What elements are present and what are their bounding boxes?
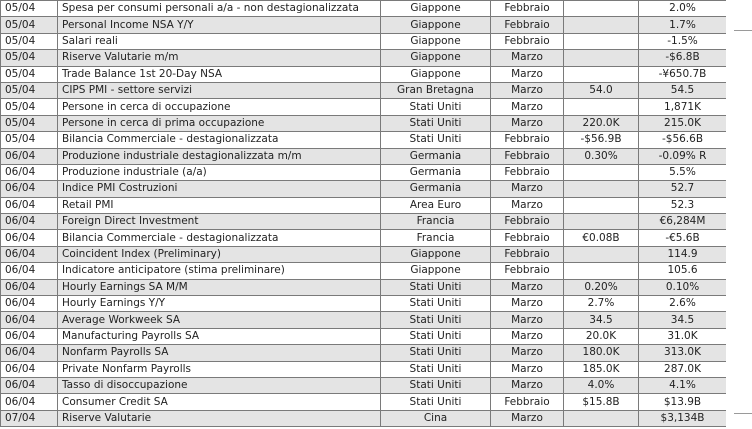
row-period: Marzo <box>491 377 564 393</box>
row-actual: -$56.6B <box>639 132 727 148</box>
row-period: Febbraio <box>491 394 564 410</box>
row-previous: 180.0K <box>564 345 639 361</box>
row-country: Stati Uniti <box>381 99 491 115</box>
row-country: Stati Uniti <box>381 115 491 131</box>
row-event: Private Nonfarm Payrolls <box>58 361 381 377</box>
row-date: 06/04 <box>1 394 58 410</box>
row-date: 05/04 <box>1 33 58 49</box>
row-date: 05/04 <box>1 82 58 98</box>
row-country: Germania <box>381 164 491 180</box>
table-row <box>1 17 727 33</box>
row-country: Gran Bretagna <box>381 82 491 98</box>
row-period: Marzo <box>491 66 564 82</box>
row-country: Francia <box>381 214 491 230</box>
table-row <box>1 394 727 410</box>
row-event: Salari reali <box>58 33 381 49</box>
row-previous: -$56.9B <box>564 132 639 148</box>
row-period: Marzo <box>491 82 564 98</box>
row-previous <box>564 66 639 82</box>
row-actual: 105.6 <box>639 263 727 279</box>
table-row <box>1 99 727 115</box>
table-row <box>1 82 727 98</box>
row-country: Cina <box>381 410 491 426</box>
row-actual: 114.9 <box>639 246 727 262</box>
row-event: Retail PMI <box>58 197 381 213</box>
row-event: Nonfarm Payrolls SA <box>58 345 381 361</box>
row-previous: 20.0K <box>564 328 639 344</box>
row-period: Marzo <box>491 361 564 377</box>
row-event: Bilancia Commerciale - destagionalizzata <box>58 230 381 246</box>
table-row <box>1 148 727 164</box>
row-date: 06/04 <box>1 361 58 377</box>
table-row <box>1 164 727 180</box>
table-row <box>1 66 727 82</box>
row-previous <box>564 50 639 66</box>
row-event: Average Workweek SA <box>58 312 381 328</box>
row-date: 06/04 <box>1 312 58 328</box>
row-event: Trade Balance 1st 20-Day NSA <box>58 66 381 82</box>
table-row <box>1 410 727 426</box>
row-date: 06/04 <box>1 377 58 393</box>
table-row <box>1 50 727 66</box>
row-period: Febbraio <box>491 214 564 230</box>
row-period: Febbraio <box>491 17 564 33</box>
row-date: 06/04 <box>1 214 58 230</box>
row-period: Marzo <box>491 197 564 213</box>
row-date: 06/04 <box>1 181 58 197</box>
row-actual: -1.5% <box>639 33 727 49</box>
row-period: Marzo <box>491 410 564 426</box>
row-country: Stati Uniti <box>381 279 491 295</box>
table-row <box>1 246 727 262</box>
row-event: CIPS PMI - settore servizi <box>58 82 381 98</box>
row-event: Hourly Earnings SA M/M <box>58 279 381 295</box>
row-previous <box>564 197 639 213</box>
row-date: 06/04 <box>1 148 58 164</box>
row-actual: 4.1% <box>639 377 727 393</box>
row-event: Indicatore anticipatore (stima preliminare) <box>58 263 381 279</box>
row-period: Marzo <box>491 279 564 295</box>
table-row <box>1 33 727 49</box>
row-event: Tasso di disoccupazione <box>58 377 381 393</box>
row-previous <box>564 33 639 49</box>
row-previous: 2.7% <box>564 296 639 312</box>
row-period: Marzo <box>491 50 564 66</box>
row-previous: 220.0K <box>564 115 639 131</box>
row-event: Manufacturing Payrolls SA <box>58 328 381 344</box>
row-actual: 52.7 <box>639 181 727 197</box>
table-row <box>1 132 727 148</box>
row-period: Marzo <box>491 312 564 328</box>
row-date: 06/04 <box>1 279 58 295</box>
row-country: Giappone <box>381 263 491 279</box>
table-row <box>1 328 727 344</box>
row-event: Bilancia Commerciale - destagionalizzata <box>58 132 381 148</box>
row-event: Persone in cerca di prima occupazione <box>58 115 381 131</box>
row-actual: 287.0K <box>639 361 727 377</box>
row-actual: 1,871K <box>639 99 727 115</box>
table-row <box>1 312 727 328</box>
row-period: Febbraio <box>491 33 564 49</box>
row-period: Marzo <box>491 99 564 115</box>
row-actual: 31.0K <box>639 328 727 344</box>
row-event: Personal Income NSA Y/Y <box>58 17 381 33</box>
row-event: Produzione industriale destagionalizzata m/m <box>58 148 381 164</box>
row-previous: 54.0 <box>564 82 639 98</box>
calendar-body <box>1 1 727 427</box>
row-previous <box>564 164 639 180</box>
row-actual: -$6.8B <box>639 50 727 66</box>
row-event: Coincident Index (Preliminary) <box>58 246 381 262</box>
table-row <box>1 361 727 377</box>
row-date: 06/04 <box>1 328 58 344</box>
row-previous: 4.0% <box>564 377 639 393</box>
row-actual: 1.7% <box>639 17 727 33</box>
row-previous: 0.20% <box>564 279 639 295</box>
row-actual: 313.0K <box>639 345 727 361</box>
row-date: 05/04 <box>1 99 58 115</box>
row-previous <box>564 181 639 197</box>
row-previous <box>564 214 639 230</box>
row-event: Consumer Credit SA <box>58 394 381 410</box>
gutter-line <box>734 413 752 414</box>
row-actual: $3,134B <box>639 410 727 426</box>
row-actual: 2.6% <box>639 296 727 312</box>
row-date: 07/04 <box>1 410 58 426</box>
table-row <box>1 1 727 17</box>
row-date: 06/04 <box>1 246 58 262</box>
row-country: Stati Uniti <box>381 132 491 148</box>
row-country: Stati Uniti <box>381 361 491 377</box>
row-date: 06/04 <box>1 296 58 312</box>
table-row <box>1 296 727 312</box>
table-row <box>1 197 727 213</box>
row-period: Marzo <box>491 328 564 344</box>
row-event: Foreign Direct Investment <box>58 214 381 230</box>
table-row <box>1 377 727 393</box>
row-country: Giappone <box>381 246 491 262</box>
row-country: Giappone <box>381 50 491 66</box>
row-date: 06/04 <box>1 345 58 361</box>
row-actual: €6,284M <box>639 214 727 230</box>
row-previous: 185.0K <box>564 361 639 377</box>
row-previous: €0.08B <box>564 230 639 246</box>
row-previous <box>564 410 639 426</box>
table-row <box>1 279 727 295</box>
row-country: Area Euro <box>381 197 491 213</box>
row-period: Febbraio <box>491 246 564 262</box>
row-country: Stati Uniti <box>381 394 491 410</box>
row-country: Giappone <box>381 33 491 49</box>
row-previous <box>564 246 639 262</box>
row-actual: -€5.6B <box>639 230 727 246</box>
row-actual: 215.0K <box>639 115 727 131</box>
row-event: Hourly Earnings Y/Y <box>58 296 381 312</box>
row-period: Febbraio <box>491 148 564 164</box>
row-country: Francia <box>381 230 491 246</box>
row-period: Marzo <box>491 181 564 197</box>
table-row <box>1 181 727 197</box>
row-period: Marzo <box>491 115 564 131</box>
row-actual: $13.9B <box>639 394 727 410</box>
table-row <box>1 345 727 361</box>
row-country: Stati Uniti <box>381 345 491 361</box>
row-country: Germania <box>381 148 491 164</box>
row-actual: -0.09% R <box>639 148 727 164</box>
row-actual: 0.10% <box>639 279 727 295</box>
row-actual: -¥650.7B <box>639 66 727 82</box>
row-date: 05/04 <box>1 17 58 33</box>
row-country: Stati Uniti <box>381 328 491 344</box>
row-period: Febbraio <box>491 164 564 180</box>
row-event: Indice PMI Costruzioni <box>58 181 381 197</box>
table-row <box>1 214 727 230</box>
row-date: 06/04 <box>1 263 58 279</box>
row-event: Produzione industriale (a/a) <box>58 164 381 180</box>
row-period: Febbraio <box>491 230 564 246</box>
row-previous <box>564 99 639 115</box>
row-date: 06/04 <box>1 164 58 180</box>
row-actual: 5.5% <box>639 164 727 180</box>
row-previous: $15.8B <box>564 394 639 410</box>
row-country: Stati Uniti <box>381 296 491 312</box>
row-actual: 34.5 <box>639 312 727 328</box>
row-actual: 54.5 <box>639 82 727 98</box>
row-period: Febbraio <box>491 263 564 279</box>
row-previous <box>564 263 639 279</box>
row-country: Giappone <box>381 66 491 82</box>
row-country: Stati Uniti <box>381 377 491 393</box>
row-event: Spesa per consumi personali a/a - non destagionalizzata <box>58 1 381 17</box>
row-event: Riserve Valutarie <box>58 410 381 426</box>
row-date: 05/04 <box>1 132 58 148</box>
row-date: 05/04 <box>1 66 58 82</box>
row-event: Riserve Valutarie m/m <box>58 50 381 66</box>
table-row <box>1 263 727 279</box>
table-row <box>1 115 727 131</box>
row-date: 05/04 <box>1 115 58 131</box>
row-date: 06/04 <box>1 197 58 213</box>
row-country: Giappone <box>381 1 491 17</box>
row-date: 05/04 <box>1 50 58 66</box>
gutter-line <box>734 30 752 31</box>
row-actual: 52.3 <box>639 197 727 213</box>
row-period: Febbraio <box>491 1 564 17</box>
row-event: Persone in cerca di occupazione <box>58 99 381 115</box>
row-country: Germania <box>381 181 491 197</box>
table-row <box>1 230 727 246</box>
row-date: 06/04 <box>1 230 58 246</box>
row-date: 05/04 <box>1 1 58 17</box>
row-previous: 34.5 <box>564 312 639 328</box>
row-country: Giappone <box>381 17 491 33</box>
row-period: Marzo <box>491 345 564 361</box>
row-period: Febbraio <box>491 132 564 148</box>
row-country: Stati Uniti <box>381 312 491 328</box>
row-previous <box>564 1 639 17</box>
row-actual: 2.0% <box>639 1 727 17</box>
row-period: Marzo <box>491 296 564 312</box>
row-previous: 0.30% <box>564 148 639 164</box>
side-gutter <box>726 0 752 429</box>
row-previous <box>564 17 639 33</box>
